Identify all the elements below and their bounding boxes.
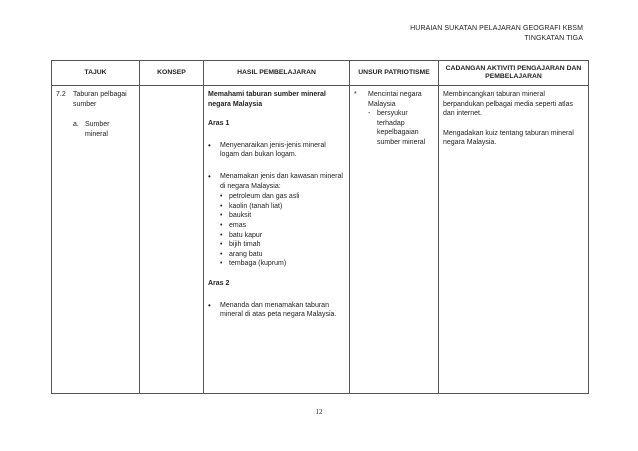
tajuk-cell [52,86,140,394]
aktiviti-cell [439,86,589,394]
table-header-row [52,61,589,86]
page-number: 12 [315,408,323,416]
bullet-icon: • [220,221,223,229]
list-item: • batu kapur [220,231,263,239]
table-row [52,86,589,394]
bullet-icon: • [220,212,223,220]
syllabus-table [51,60,589,394]
bullet-icon: • [220,241,223,249]
bullet-icon: • [220,193,223,201]
list-item: • petroleum dan gas asli [220,193,300,201]
activity-item: Membincangkan taburan mineral berpandukan pelbagai media seperti atlas dan internet. [443,91,573,118]
list-item: • arang batu [220,250,263,258]
column-header-hasil: HASIL PEMBELAJARAN [204,61,350,86]
patriotisme-cell [350,86,439,394]
aras-2-label: Aras 2 [208,279,230,287]
list-item: • emas [220,221,247,229]
hasil-heading: Memahami taburan sumber mineral negara Malaysia [208,91,326,108]
dash-marker: - [368,110,371,118]
list-item: • kaolin (tanah liat) [220,202,283,210]
mineral-list [220,192,345,269]
bullet-icon: • [220,202,223,210]
aras-1-label: Aras 1 [208,120,230,128]
asterisk-marker: * [354,91,357,98]
subtopic-marker: a. [73,121,79,129]
header-subtitle: TINGKATAN TIGA [524,35,583,42]
konsep-cell [140,86,204,394]
column-header-aktiviti: CADANGAN AKTIVITI PENGAJARAN DAN PEMBELAJARAN [439,61,589,86]
patriotisme-value: Mencintai negara Malaysia [368,91,422,108]
list-item: • bijih timah [220,241,261,249]
column-header-konsep: KONSEP [140,61,204,86]
list-item: • Menanda dan menamakan taburan mineral di atas peta negara Malaysia. [208,300,337,319]
subtopic-title: Sumber mineral [85,121,110,138]
list-item: • Menyenaraikan jenis-jenis mineral logam dan bukan logam. [208,140,326,159]
bullet-icon: • [208,171,211,181]
hasil-cell [204,86,350,394]
topic-title: Taburan pelbagai sumber [73,91,127,108]
bullet-icon: • [220,250,223,258]
patriotisme-detail: bersyukur terhadap kepelbagaian sumber mineral [377,110,426,146]
list-item: • Menamakan jenis dan kawasan mineral di negara Malaysia: [208,171,343,190]
bullet-icon: • [220,231,223,239]
list-item: • tembaga (kuprum) [220,260,287,268]
document-header [410,24,583,44]
topic-number: 7.2 [56,91,66,98]
header-title: HURAIAN SUKATAN PELAJARAN GEOGRAFI KBSM [410,25,583,32]
column-header-tajuk: TAJUK [52,61,140,86]
column-header-patriotisme: UNSUR PATRIOTISME [350,61,439,86]
bullet-icon: • [220,260,223,268]
bullet-icon: • [208,300,211,310]
bullet-icon: • [208,140,211,150]
list-item: • bauksit [220,212,252,220]
activity-item: Mengadakan kuiz tentang taburan mineral negara Malaysia. [443,129,574,147]
